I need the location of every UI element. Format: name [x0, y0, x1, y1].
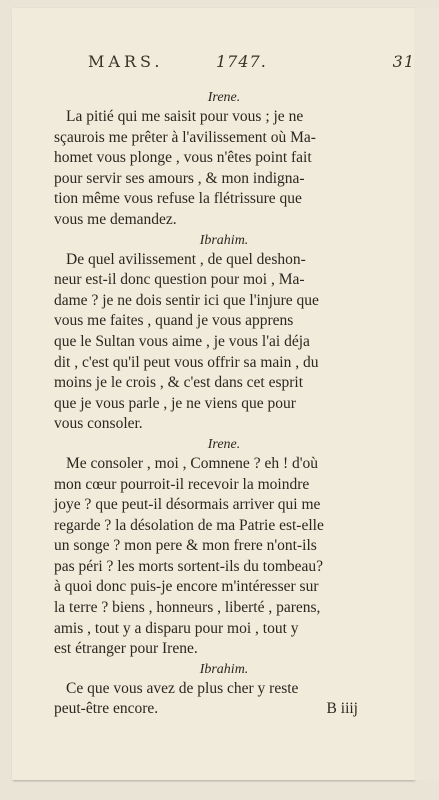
speaker-name: Ibrahim.	[199, 232, 249, 248]
running-head-year: 1747.	[216, 52, 267, 71]
text-line: Me consoler , moi , Comnene ? eh ! d'où	[66, 454, 319, 472]
text-line: De quel avilissement , de quel deshon-	[66, 250, 306, 268]
text-line: tion même vous refuse la flétrissure que	[54, 190, 302, 208]
text-line: homet vous plonge , vous n'êtes point fait	[54, 149, 312, 167]
text-line: amis , tout y a disparu pour moi , tout y	[54, 619, 299, 637]
text-line: moins je le crois , & c'est dans cet esprit	[54, 374, 304, 392]
running-head	[88, 52, 415, 74]
text-line: mon cœur pourroit-il recevoir la moindre	[54, 475, 310, 493]
text-line: vous consoler.	[54, 415, 143, 433]
text-line: vous me faites , quand je vous apprens	[54, 312, 294, 330]
text-line: un songe ? mon pere & mon frere n'ont-ils	[54, 537, 317, 555]
page-number: 31	[392, 52, 415, 71]
running-head-month: MARS.	[88, 52, 164, 71]
text-line: la terre ? biens , honneurs , liberté , parens,	[54, 599, 321, 617]
text-line: regarde ? la désolation de ma Patrie est-elle	[54, 516, 324, 534]
speaker-name: Irene.	[207, 90, 241, 105]
signature-mark: B iiij	[326, 700, 358, 718]
text-line: joye ? que peut-il désormais arriver qui me	[54, 496, 321, 514]
page-edge	[414, 8, 439, 780]
text-line: sçaurois me prêter à l'avilissement où Ma-	[54, 128, 316, 146]
text-line: Ce que vous avez de plus cher y reste	[66, 679, 299, 697]
final-line	[54, 699, 394, 720]
text-line: dame ? je ne dois sentir ici que l'injure que	[54, 291, 319, 309]
speaker-name: Ibrahim.	[199, 661, 249, 677]
text-line: que le Sultan vous aime , je vous l'ai déja	[54, 332, 310, 350]
text-line: La pitié qui me saisit pour vous ; je ne	[66, 108, 304, 125]
text-line: à quoi donc puis-je encore m'intéresser sur	[54, 578, 319, 596]
speaker-name: Irene.	[207, 436, 241, 452]
text-line: est étranger pour Irene.	[54, 640, 198, 658]
text-line: que je vous parle , je ne viens que pour	[54, 394, 296, 412]
text-line: pour servir ses amours , & mon indigna-	[54, 169, 305, 187]
text-line: peut-être encore.	[54, 700, 159, 718]
dialogue-text	[54, 88, 394, 720]
text-line: dit , c'est qu'il peut vous offrir sa main , du	[54, 353, 319, 371]
text-line: neur est-il donc question pour moi , Ma-	[54, 271, 305, 289]
text-line: vous me demandez.	[54, 210, 177, 228]
text-line: pas péri ? les morts sortent-ils du tombeau?	[54, 557, 324, 575]
